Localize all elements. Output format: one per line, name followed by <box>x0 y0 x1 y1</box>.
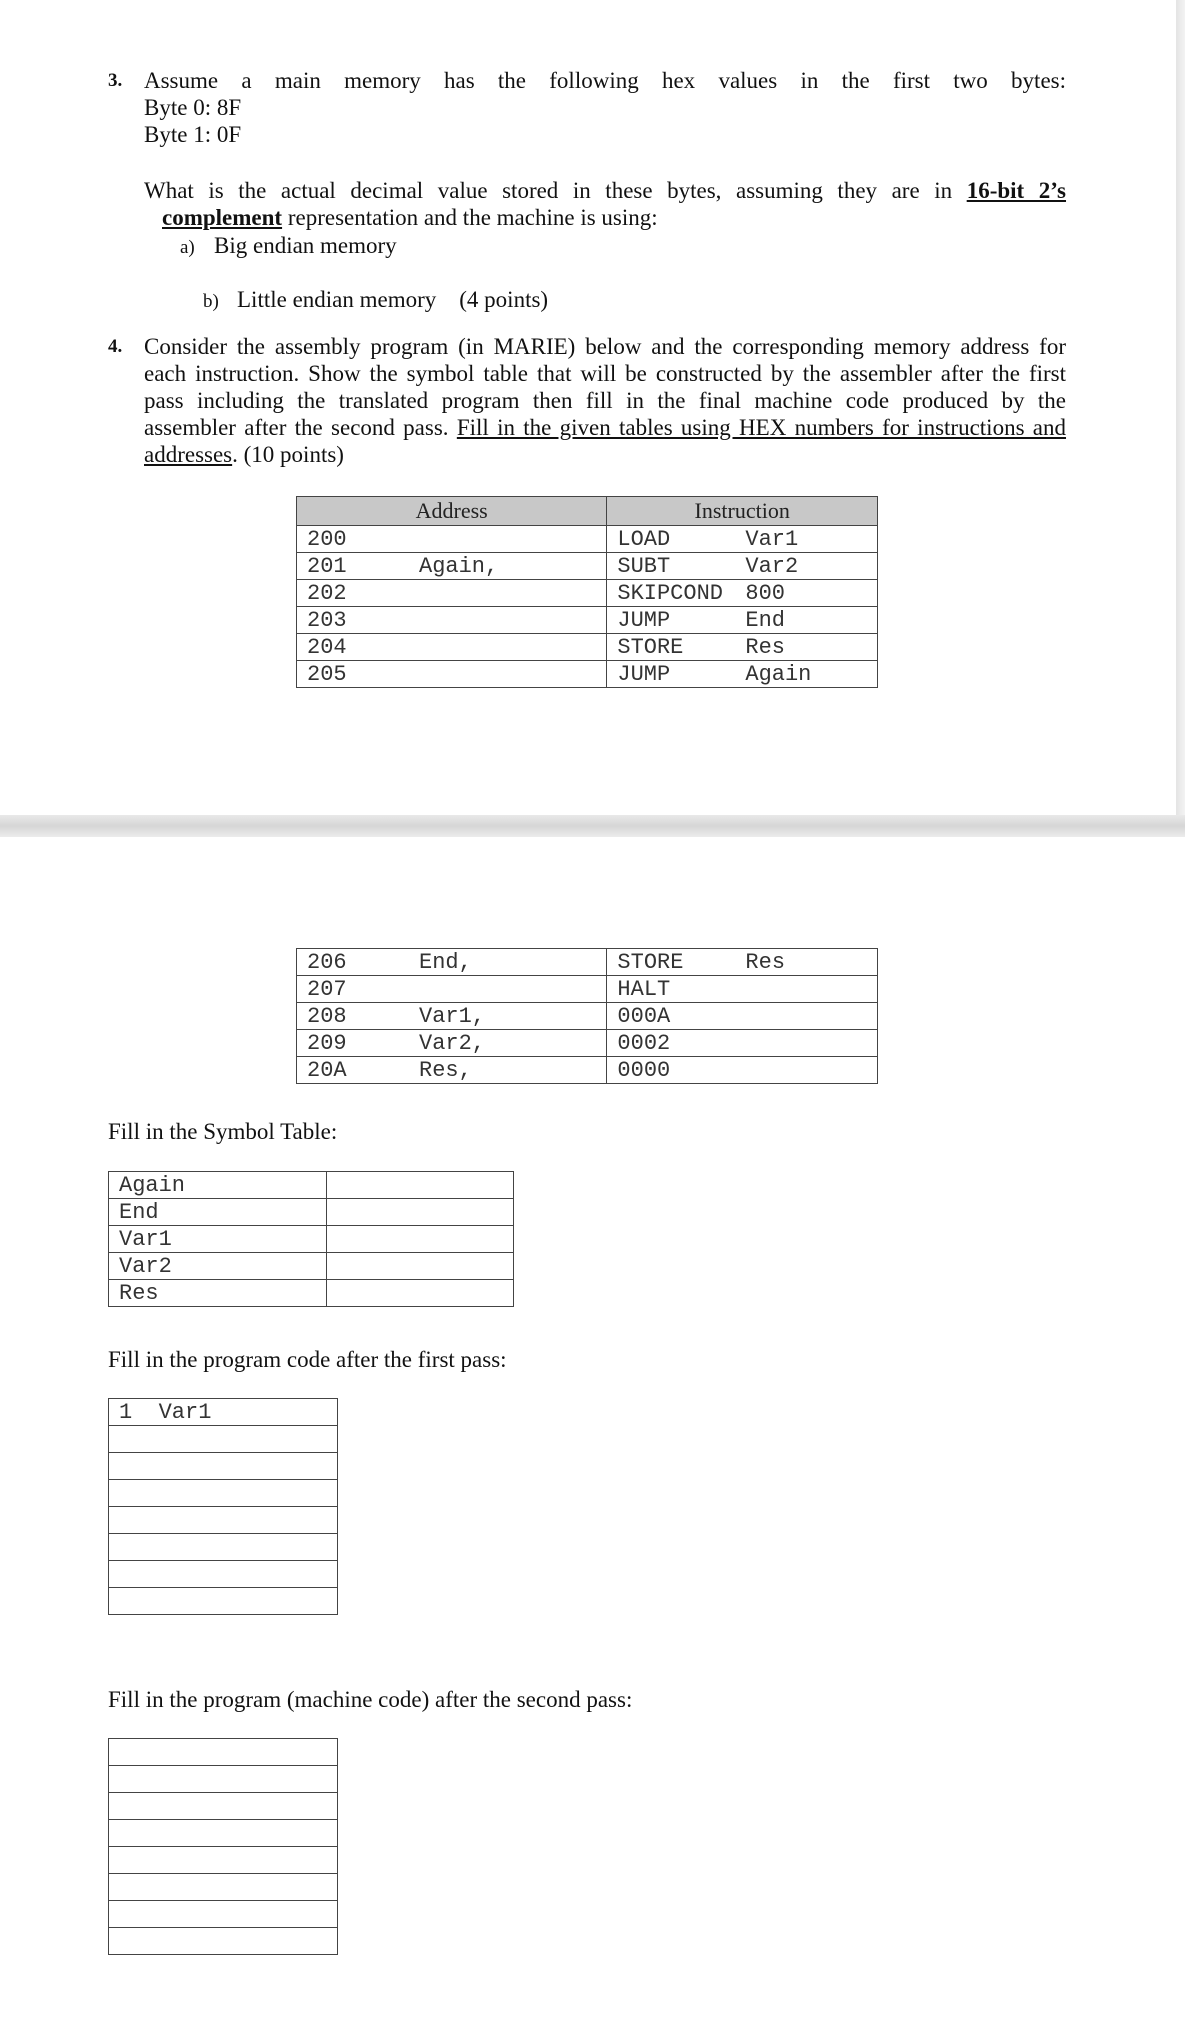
address-cell: 204 <box>307 634 347 660</box>
label-cell: Var2, <box>419 1030 486 1056</box>
q3-option-b-text: Little endian memory (4 points) <box>237 287 549 312</box>
address-cell: 208 <box>307 1003 347 1029</box>
symbol-table <box>108 1171 514 1307</box>
operand-cell: Again <box>745 661 812 687</box>
address-cell: 209 <box>307 1030 347 1056</box>
operand-cell: Res <box>745 949 786 975</box>
opcode-cell: 0002 <box>617 1030 671 1056</box>
opcode-cell: LOAD <box>617 526 671 552</box>
table-row <box>109 1793 338 1820</box>
symbol-address-cell[interactable] <box>326 1253 513 1280</box>
table-row <box>109 1847 338 1874</box>
opcode-cell: JUMP <box>617 661 671 687</box>
q3-byte1: Byte 1: 0F <box>144 122 242 147</box>
second-pass-cell[interactable] <box>109 1766 338 1793</box>
q4-instruction-underlined: Fill in the given tables using HEX numbers for instructions and <box>456 415 1067 440</box>
label-cell: End, <box>419 949 472 975</box>
address-header: Address <box>297 497 607 526</box>
q3-question-line1 <box>144 177 1066 204</box>
table-row <box>109 1534 338 1561</box>
table-row <box>297 1057 878 1084</box>
symbol-name-cell: Var2 <box>109 1253 327 1280</box>
table-row <box>109 1766 338 1793</box>
opcode-cell: SKIPCOND <box>617 580 723 606</box>
operand-cell: 800 <box>745 580 785 606</box>
instruction-header: Instruction <box>607 497 878 526</box>
table-row <box>109 1561 338 1588</box>
table-row <box>297 1003 878 1030</box>
q3-question-emph1: 16-bit 2’s <box>966 178 1067 203</box>
q4-line4 <box>144 414 1066 441</box>
first-pass-cell[interactable] <box>109 1426 338 1453</box>
label-cell: Res, <box>419 1057 472 1083</box>
symbol-name-cell: Again <box>109 1172 327 1199</box>
second-pass-title: Fill in the program (machine code) after the second pass: <box>108 1687 633 1712</box>
q3-number: 3. <box>108 70 123 91</box>
opcode-cell: JUMP <box>617 607 671 633</box>
table-row <box>109 1253 514 1280</box>
table-row <box>297 607 878 634</box>
second-pass-cell[interactable] <box>109 1820 338 1847</box>
label-cell: Again, <box>419 553 499 579</box>
operand-cell: Var1 <box>745 526 799 552</box>
q4-line4-text: assembler after the second pass. <box>144 415 449 440</box>
symbol-address-cell[interactable] <box>326 1199 513 1226</box>
table-row <box>109 1820 338 1847</box>
address-cell: 20A <box>307 1057 347 1083</box>
q3-option-b-marker: b) <box>203 291 219 312</box>
second-pass-cell[interactable] <box>109 1928 338 1955</box>
q4-line3: pass including the translated program then fill in the final machine code produced by the <box>144 388 1066 413</box>
opcode-cell: STORE <box>617 949 684 975</box>
q3-question-post: representation and the machine is using: <box>287 205 658 230</box>
program-table-header <box>297 497 878 526</box>
q4-points: . (10 points) <box>232 442 344 467</box>
first-pass-cell[interactable] <box>109 1453 338 1480</box>
q3-option-a-text: Big endian memory <box>214 233 397 258</box>
first-pass-cell: 1 Var1 <box>109 1399 338 1426</box>
symbol-name-cell: Var1 <box>109 1226 327 1253</box>
symbol-name-cell: End <box>109 1199 327 1226</box>
second-pass-cell[interactable] <box>109 1793 338 1820</box>
symbol-address-cell[interactable] <box>326 1280 513 1307</box>
second-pass-table <box>108 1738 338 1955</box>
table-row <box>109 1874 338 1901</box>
table-row <box>109 1280 514 1307</box>
first-pass-cell[interactable] <box>109 1507 338 1534</box>
q3-question-emph2: complement <box>162 205 283 230</box>
address-cell: 200 <box>307 526 347 552</box>
table-row <box>109 1507 338 1534</box>
table-row <box>297 976 878 1003</box>
table-row <box>109 1226 514 1253</box>
table-row <box>297 949 878 976</box>
symbol-address-cell[interactable] <box>326 1172 513 1199</box>
table-row <box>109 1928 338 1955</box>
table-row <box>297 634 878 661</box>
symbol-name-cell: Res <box>109 1280 327 1307</box>
table-row <box>297 1030 878 1057</box>
program-table-part2 <box>296 948 878 1084</box>
q3-question-pre: What is the actual decimal value stored in these bytes, assuming they are in <box>144 178 953 203</box>
first-pass-title: Fill in the program code after the first pass: <box>108 1347 507 1372</box>
address-cell: 206 <box>307 949 347 975</box>
table-row <box>109 1588 338 1615</box>
symbol-table-title: Fill in the Symbol Table: <box>108 1119 338 1144</box>
opcode-cell: 000A <box>617 1003 671 1029</box>
second-pass-cell[interactable] <box>109 1901 338 1928</box>
page-break <box>0 815 1185 837</box>
page-one <box>0 0 1176 815</box>
operand-cell: Var2 <box>745 553 799 579</box>
label-cell: Var1, <box>419 1003 486 1029</box>
opcode-cell: STORE <box>617 634 684 660</box>
q4-line5 <box>144 441 344 468</box>
q3-option-b <box>180 259 548 342</box>
table-row <box>297 553 878 580</box>
operand-cell: End <box>745 607 785 633</box>
q4-instruction-underlined-2: addresses <box>144 442 233 467</box>
program-table-part1 <box>296 496 878 688</box>
q3-byte0: Byte 0: 8F <box>144 95 242 120</box>
table-row <box>109 1453 338 1480</box>
table-row <box>297 661 878 688</box>
q4-number: 4. <box>108 336 123 357</box>
q4-line1: Consider the assembly program (in MARIE) below and the corresponding memory address for <box>144 334 1066 359</box>
address-cell: 207 <box>307 976 347 1002</box>
first-pass-cell[interactable] <box>109 1480 338 1507</box>
address-cell: 202 <box>307 580 347 606</box>
page-two <box>0 837 1185 2023</box>
table-row <box>109 1199 514 1226</box>
second-pass-cell[interactable] <box>109 1739 338 1766</box>
first-pass-cell[interactable] <box>109 1588 338 1615</box>
operand-cell: Res <box>745 634 785 660</box>
q3-line1: Assume a main memory has the following hex values in the first two bytes: <box>144 68 1066 93</box>
q3-question-line2 <box>162 204 658 231</box>
table-row <box>109 1901 338 1928</box>
first-pass-table <box>108 1398 338 1615</box>
table-row <box>109 1739 338 1766</box>
symbol-address-cell[interactable] <box>326 1226 513 1253</box>
address-cell: 205 <box>307 661 347 687</box>
table-row <box>109 1480 338 1507</box>
second-pass-cell[interactable] <box>109 1847 338 1874</box>
table-row <box>297 580 878 607</box>
address-cell: 201 <box>307 553 347 579</box>
first-pass-cell[interactable] <box>109 1561 338 1588</box>
opcode-cell: SUBT <box>617 553 671 579</box>
q3-option-a-marker: a) <box>180 237 195 258</box>
page-edge-shadow <box>1176 0 1185 815</box>
table-row <box>109 1426 338 1453</box>
table-row <box>109 1399 338 1426</box>
address-cell: 203 <box>307 607 347 633</box>
first-pass-cell[interactable] <box>109 1534 338 1561</box>
q3-option-a <box>180 232 397 261</box>
table-row <box>109 1172 514 1199</box>
second-pass-cell[interactable] <box>109 1874 338 1901</box>
opcode-cell: HALT <box>617 976 671 1002</box>
opcode-cell: 0000 <box>617 1057 671 1083</box>
q4-line2: each instruction. Show the symbol table that will be constructed by the assembler after the first <box>144 361 1066 386</box>
table-row <box>297 526 878 553</box>
